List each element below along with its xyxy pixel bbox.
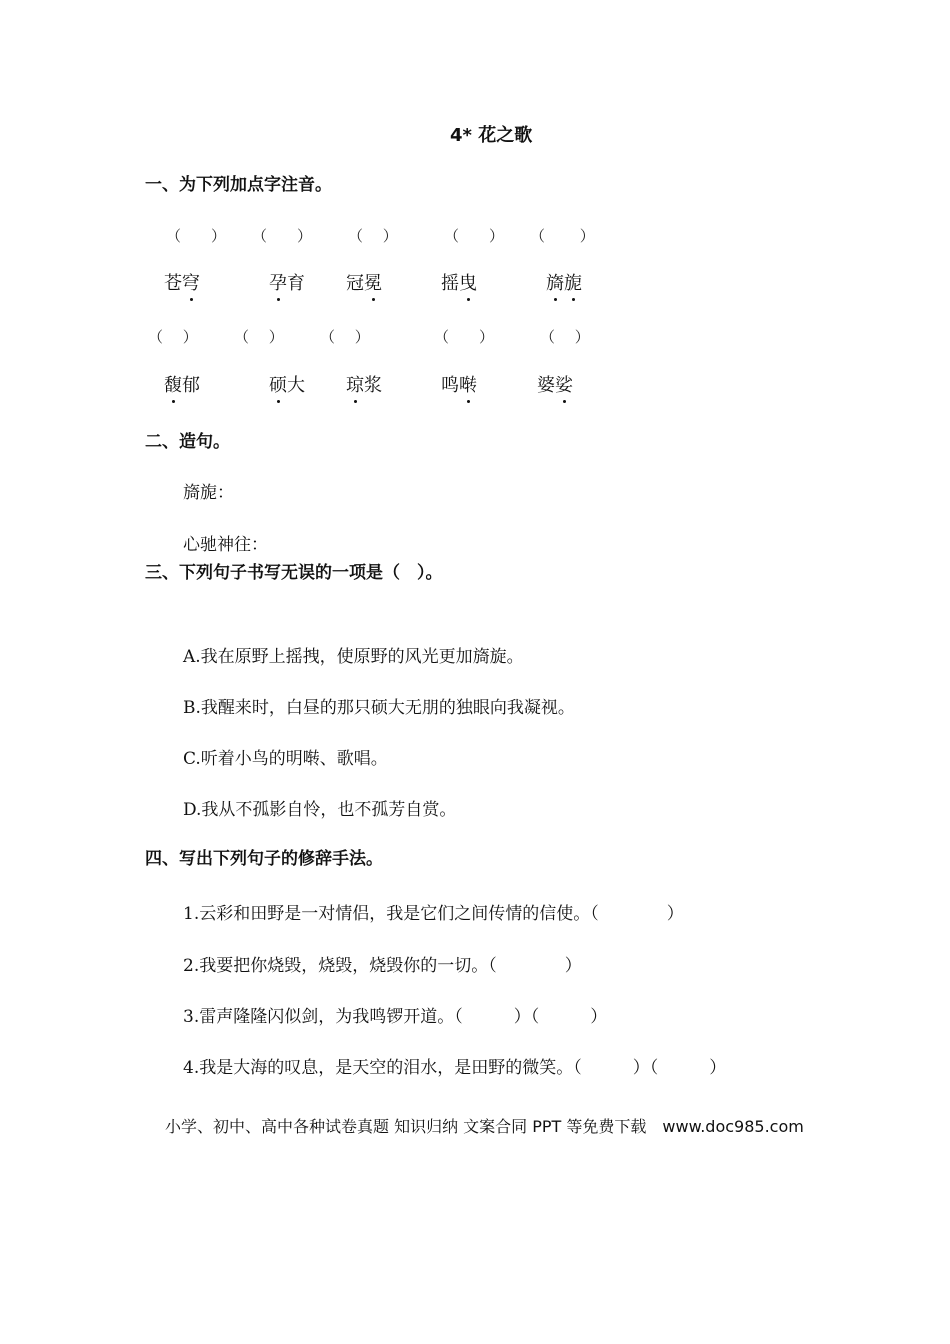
pinyin-answer-blank: （ ）: [166, 227, 227, 245]
section-heading-4: 四、写出下列句子的修辞手法。: [145, 849, 383, 869]
character: 郁: [182, 375, 200, 396]
vocab-word: [346, 376, 382, 396]
character: 育: [287, 273, 305, 294]
option-b: B.我醒来时，白昼的那只硕大无朋的独眼向我凝视。: [183, 698, 575, 718]
character: 摇: [441, 273, 459, 294]
vocab-word: [441, 274, 477, 294]
vocab-word: [269, 274, 305, 294]
page-title: 4* 花之歌: [450, 125, 533, 146]
footer-text: 小学、初中、高中各种试卷真题 知识归纳 文案合同 PPT 等免费下载 www.doc985.com: [165, 1117, 804, 1136]
character: 鸣: [441, 375, 459, 396]
option-d: D.我从不孤影自怜，也不孤芳自赏。: [183, 800, 457, 820]
vocab-word: [164, 376, 200, 396]
rhetoric-item: 2.我要把你烧毁，烧毁，烧毁你的一切。（ ）: [183, 956, 582, 976]
pinyin-answer-blank: （ ）: [540, 328, 590, 346]
rhetoric-item: 1.云彩和田野是一对情侣，我是它们之间传情的信使。（ ）: [183, 904, 684, 924]
vocab-word: [546, 274, 582, 294]
character: 浆: [364, 375, 382, 396]
dotted-character: 琼: [346, 375, 364, 396]
vocab-word: [164, 274, 200, 294]
vocab-word: [441, 376, 477, 396]
vocab-word: [537, 376, 573, 396]
dotted-character: 啭: [459, 375, 477, 396]
pinyin-answer-blank: （ ）: [252, 227, 313, 245]
section-heading-2: 二、造句。: [145, 432, 230, 452]
character: 冠: [346, 273, 364, 294]
dotted-character: 冕: [364, 273, 382, 294]
rhetoric-item: 3.雷声隆隆闪似剑，为我鸣锣开道。（ ）（ ）: [183, 1007, 608, 1027]
sentence-prompt: 心驰神往：: [183, 535, 268, 555]
pinyin-answer-blank: （ ）: [148, 328, 198, 346]
dotted-character: 馥: [164, 375, 182, 396]
dotted-character: 旎: [564, 273, 582, 294]
section-heading-3: 三、下列句子书写无误的一项是（ ）。: [145, 563, 443, 583]
section-heading-1: 一、为下列加点字注音。: [145, 175, 332, 195]
pinyin-answer-blank: （ ）: [530, 227, 595, 245]
rhetoric-item: 4.我是大海的叹息，是天空的泪水，是田野的微笑。（ ）（ ）: [183, 1058, 727, 1078]
dotted-character: 娑: [555, 375, 573, 396]
character: 大: [287, 375, 305, 396]
option-a: A.我在原野上摇拽，使原野的风光更加旖旋。: [183, 647, 524, 667]
pinyin-answer-blank: （ ）: [444, 227, 505, 245]
sentence-prompt: 旖旎：: [183, 483, 234, 503]
vocab-word: [346, 274, 382, 294]
pinyin-answer-blank: （ ）: [434, 328, 495, 346]
option-c: C.听着小鸟的明啭、歌唱。: [183, 749, 388, 769]
dotted-character: 穹: [182, 273, 200, 294]
character: 苍: [164, 273, 182, 294]
pinyin-answer-blank: （ ）: [320, 328, 370, 346]
vocab-word: [269, 376, 305, 396]
dotted-character: 孕: [269, 273, 287, 294]
pinyin-answer-blank: （ ）: [234, 328, 284, 346]
character: 婆: [537, 375, 555, 396]
dotted-character: 曳: [459, 273, 477, 294]
pinyin-answer-blank: （ ）: [348, 227, 398, 245]
dotted-character: 硕: [269, 375, 287, 396]
dotted-character: 旖: [546, 273, 564, 294]
